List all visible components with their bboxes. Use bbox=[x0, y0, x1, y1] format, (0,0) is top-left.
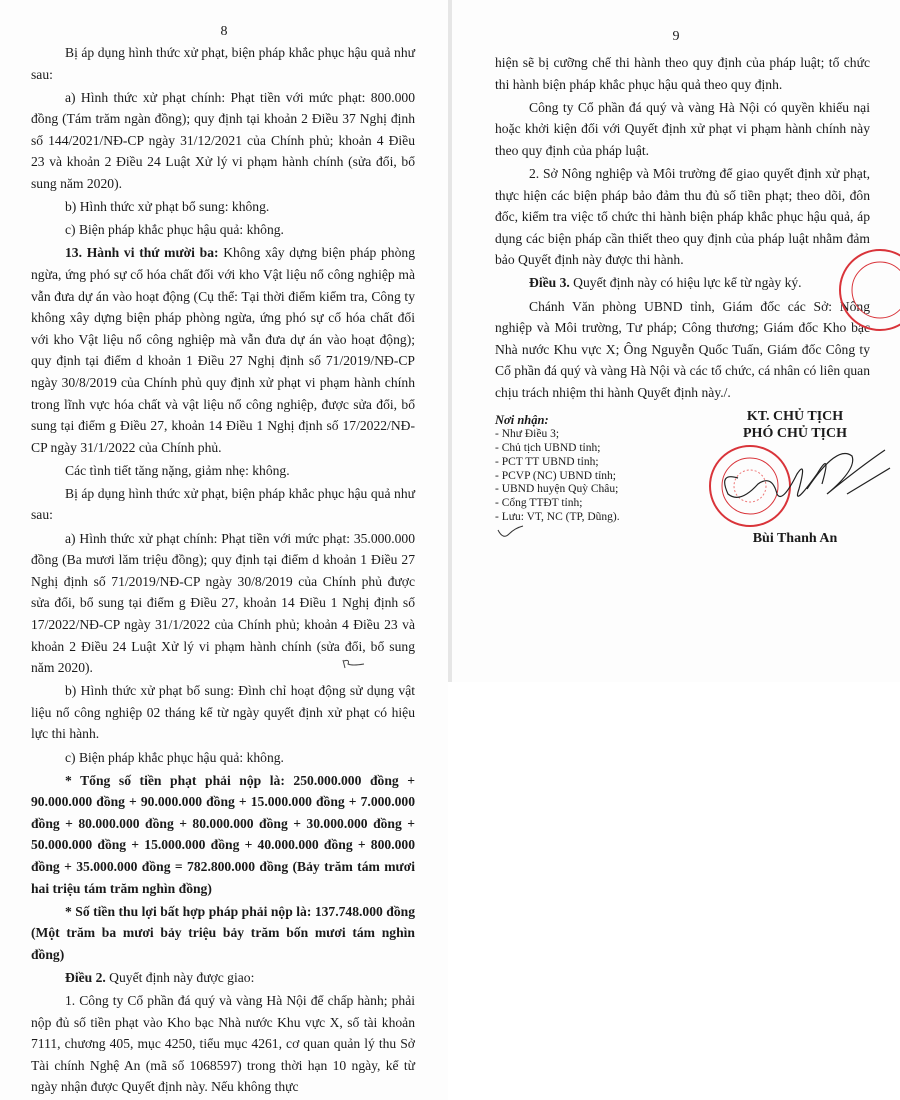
recipient-item: - Cổng TTĐT tỉnh; bbox=[495, 497, 583, 510]
signer-name: Bùi Thanh An bbox=[752, 530, 838, 546]
paragraph-text: Các tình tiết tăng nặng, giảm nhẹ: không. bbox=[65, 462, 290, 478]
recipient-item: - Lưu: VT, NC (TP, Dũng). bbox=[495, 511, 620, 524]
recipient-item: - Chủ tịch UBND tỉnh; bbox=[495, 442, 601, 455]
paragraph bbox=[495, 272, 870, 294]
paragraph-lead: Điều 3. bbox=[529, 275, 570, 291]
paragraph-lead: 13. Hành vi thứ mười ba: bbox=[65, 245, 219, 261]
paragraph-text: c) Biện pháp khắc phục hậu quả: không. bbox=[65, 749, 284, 765]
paragraph-text: 1. Công ty Cổ phần đá quý và vàng Hà Nội để chấp hành; phải nộp đủ số tiền phạt vào Kho bạc Nhà nước Khu vực X, số tài khoản 7111, chương 405, mục 4250, tiểu mục 4261, cơ quan quản lý thu Sở Tài chính Nghệ An (mã số 1068597) trong thời hạn 10 ngày, kể từ ngày nhận được Quyết định này. Nếu không thực bbox=[31, 993, 415, 1095]
paragraph-text: a) Hình thức xử phạt chính: Phạt tiền với mức phạt: 800.000 đồng (Tám trăm ngàn đồng); quy định tại khoản 2 Điều 37 Nghị định số 144/2021/NĐ-CP ngày 31/12/2021 của Chính phủ; khoản 4 Điều 23 và khoản 2 Điều 24 Luật Xử lý vi phạm hành chính (sửa đổi, bổ sung năm 2020). bbox=[31, 89, 415, 192]
paragraph-lead: Điều 2. bbox=[65, 969, 106, 985]
paragraph-text: Quyết định này có hiệu lực kể từ ngày ký. bbox=[569, 275, 802, 291]
paragraph-text: Không xây dựng biện pháp phòng ngừa, ứng phó sự cố hóa chất đối với kho Vật liệu nổ công nghiệp mà vẫn đưa dự án vào hoạt động (Cụ thể: Tại thời điểm kiểm tra, Công ty không xây dựng biện pháp phòng ngừa, ứng phó sự cố hóa chất đối với kho Vật liệu nổ công nghiệp mà vẫn đưa dự án vào hoạt động); quy định tại điểm d khoản 1 Điều 27 Nghị định số 71/2019/NĐ-CP ngày 30/8/2019 của Chính phủ quy định xử phạt vi phạm hành chính trong lĩnh vực hóa chất và vật liệu nổ công nghiệp, được sửa đổi, bổ sung tại điểm g Điều 27, khoản 14 Điều 1 Nghị định số 17/2022/NĐ-CP ngày 31/1/2022 của Chính phủ. bbox=[31, 245, 415, 455]
paragraph-text: Chánh Văn phòng UBND tỉnh, Giám đốc các Sở: Nông nghiệp và Môi trường, Tư pháp; Công thương; Giám đốc Kho bạc Nhà nước Khu vực X; Ông Nguyễn Quốc Tuấn, Giám đốc Công ty Cổ phần đá quý và vàng Hà Nội và các tổ chức, cá nhân có liên quan chịu trách nhiệm thi hành Quyết định này./. bbox=[495, 298, 870, 400]
paragraph-text: Công ty Cổ phần đá quý và vàng Hà Nội có quyền khiếu nại hoặc khởi kiện đối với Quyết định xử phạt vi phạm hành chính này theo quy định của pháp luật. bbox=[495, 99, 870, 158]
paragraph-text: c) Biện pháp khắc phục hậu quả: không. bbox=[65, 222, 284, 238]
paragraph-text: a) Hình thức xử phạt chính: Phạt tiền với mức phạt: 35.000.000 đồng (Ba mươi lăm triệu đồng); quy định tại điểm d khoản 1 Điều 27 Nghị định số 71/2019/NĐ-CP ngày 30/8/2019 của Chính phủ được sửa đổi, bổ sung tại điểm g Điều 27, khoản 14 Điều 1 Nghị định số 17/2022/NĐ-CP ngày 31/1/2022 của Chính phủ; khoản 4 Điều 23 và khoản 2 Điều 24 Luật Xử lý vi phạm hành chính (sửa đổi, bổ sung năm 2020). bbox=[31, 530, 415, 676]
paragraph bbox=[31, 242, 415, 458]
document-page-9 bbox=[452, 0, 900, 682]
paragraph-text: b) Hình thức xử phạt bổ sung: Đình chỉ hoạt động sử dụng vật liệu nổ công nghiệp 02 tháng kể từ ngày quyết định xử phạt có hiệu lực thi hành. bbox=[31, 683, 415, 742]
paragraph bbox=[31, 901, 415, 966]
paragraph bbox=[495, 97, 870, 162]
signature-title-1: KT. CHỦ TỊCH bbox=[746, 408, 844, 424]
paragraph bbox=[31, 990, 415, 1098]
paragraph-text: b) Hình thức xử phạt bổ sung: không. bbox=[65, 199, 270, 215]
closing-section bbox=[495, 408, 890, 548]
recipient-item: - PCT TT UBND tỉnh; bbox=[495, 455, 599, 468]
signature-block bbox=[700, 408, 890, 548]
paragraph bbox=[31, 680, 415, 745]
official-stamp-icon bbox=[710, 446, 790, 526]
recipient-item: - Như Điều 3; bbox=[495, 428, 560, 441]
recipient-item: - UBND huyện Quỳ Châu; bbox=[495, 483, 619, 496]
paragraph bbox=[31, 87, 415, 195]
paragraph bbox=[31, 770, 415, 900]
paragraph bbox=[31, 42, 415, 85]
paragraph-lead: * Số tiền thu lợi bất hợp pháp phải nộp là: 137.748.000 đồng (Một trăm ba mươi bảy triệu bảy trăm bốn mươi tám nghìn đồng) bbox=[31, 903, 415, 962]
paragraph-lead: * Tổng số tiền phạt phải nộp là: 250.000.000 đồng + 90.000.000 đồng + 90.000.000 đồng + 15.000.000 đồng + 7.000.000 đồng + 80.000.000 đồng + 80.000.000 đồng + 30.000.000 đồng + 50.000.000 đồng + 15.000.000 đồng + 40.000.000 đồng + 800.000 đồng + 35.000.000 đồng = 782.800.000 đồng (Bảy trăm tám mươi hai triệu tám trăm nghìn đồng) bbox=[31, 772, 415, 896]
paragraph-text: 2. Sở Nông nghiệp và Môi trường để giao quyết định xử phạt, thực hiện các biện pháp bảo đảm thu đủ số tiền phạt; theo dõi, đôn đốc, kiểm tra việc tổ chức thi hành biện pháp khắc phục hậu quả, áp dụng các biện pháp cần thiết theo quy định của pháp luật nhằm đảm bảo Quyết định này được thi hành. bbox=[495, 165, 870, 268]
paragraph bbox=[495, 296, 870, 404]
initials-icon bbox=[495, 525, 525, 541]
paragraph bbox=[31, 528, 415, 679]
recipients-title: Nơi nhận: bbox=[495, 412, 549, 427]
paragraph bbox=[31, 460, 415, 482]
paragraph bbox=[31, 747, 415, 769]
page-body bbox=[495, 52, 870, 404]
stamp-and-signature bbox=[700, 442, 890, 530]
page-number: 9 bbox=[672, 29, 680, 44]
paragraph-text: Bị áp dụng hình thức xử phạt, biện pháp khắc phục hậu quả như sau: bbox=[31, 45, 415, 82]
paragraph-text: Bị áp dụng hình thức xử phạt, biện pháp khắc phục hậu quả như sau: bbox=[31, 485, 415, 523]
page-number: 8 bbox=[220, 24, 228, 39]
paragraph bbox=[31, 967, 415, 989]
paragraph bbox=[495, 163, 870, 271]
signature-title-2: PHÓ CHỦ TỊCH bbox=[743, 425, 847, 441]
handwritten-signature-icon bbox=[725, 450, 890, 497]
recipients-list bbox=[495, 408, 685, 548]
paragraph bbox=[495, 52, 870, 95]
recipient-item: - PCVP (NC) UBND tỉnh; bbox=[495, 469, 616, 482]
document-page-8 bbox=[0, 0, 448, 1100]
page-body bbox=[31, 42, 415, 1098]
paragraph bbox=[31, 483, 415, 526]
paragraph-text: hiện sẽ bị cưỡng chế thi hành theo quy định của pháp luật; tổ chức thi hành biện pháp khắc phục hậu quả theo quy định. bbox=[495, 55, 870, 92]
paragraph bbox=[31, 219, 415, 241]
paragraph bbox=[31, 196, 415, 218]
paragraph-text: Quyết định này được giao: bbox=[105, 969, 255, 985]
